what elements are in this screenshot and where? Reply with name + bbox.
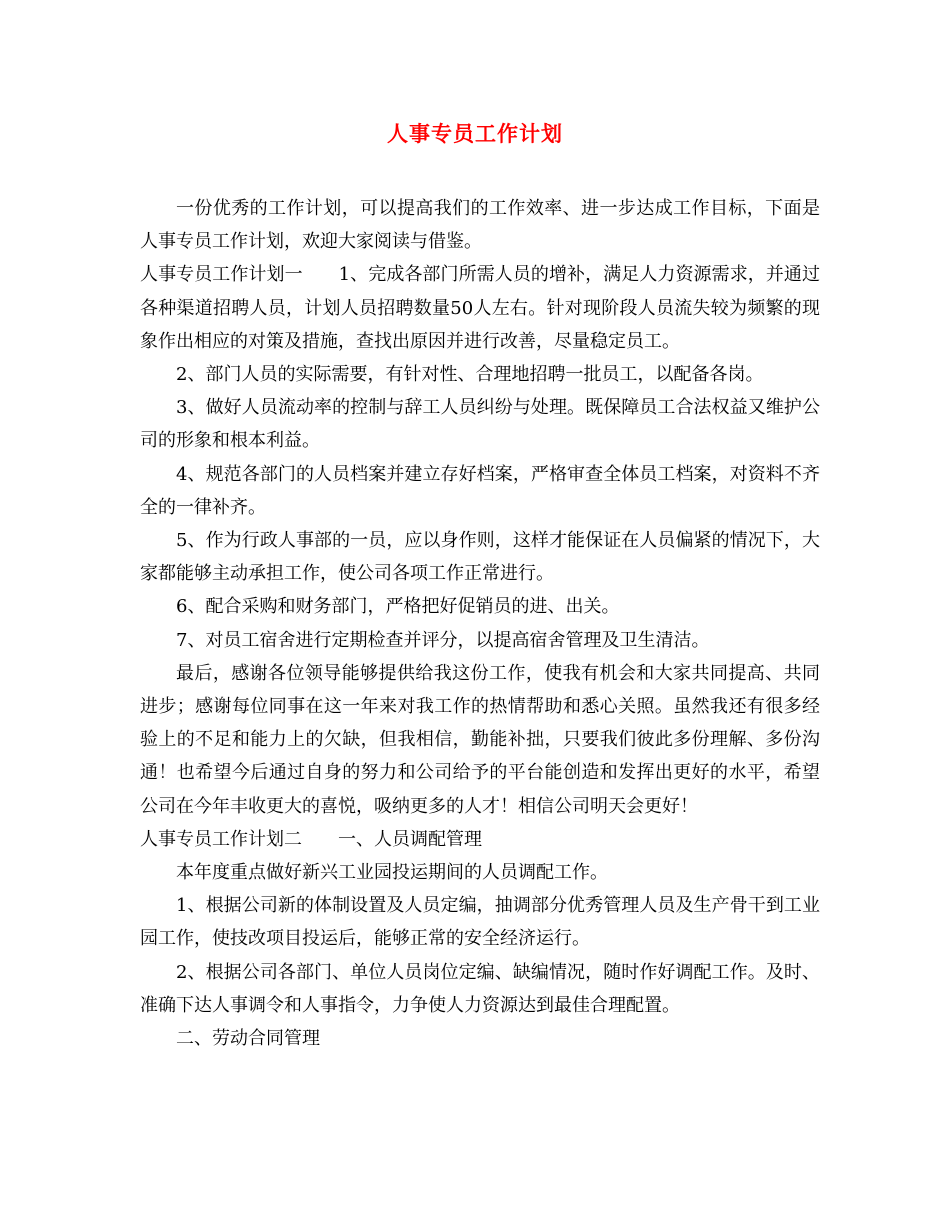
plan-two-section-heading: 二、劳动合同管理 (176, 1028, 320, 1050)
plan-one-heading: 人事专员工作计划一 (140, 264, 303, 286)
plan-two-item: 1、根据公司新的体制设置及人员定编，抽调部分优秀管理人员及生产骨干到工业园工作，使技改项目投运后，能够正常的安全经济运行。 (140, 895, 820, 950)
plan-one-first-item: 1、完成各部门所需人员的增补，满足人力资源需求，并通过各种渠道招聘人员，计划人员招聘数量50人左右。针对现阶段人员流失较为频繁的现象作出相应的对策及措施，查找出原因并进行改善，尽量稳定员工。 (140, 264, 820, 352)
plan-one-item: 4、规范各部门的人员档案并建立存好档案，严格审查全体员工档案，对资料不齐全的一律补齐。 (140, 463, 820, 518)
document-body (140, 192, 820, 1055)
plan-one-item: 3、做好人员流动率的控制与辞工人员纠纷与处理。既保障员工合法权益又维护公司的形象和根本利益。 (140, 397, 820, 452)
plan-two-item: 2、根据公司各部门、单位人员岗位定编、缺编情况，随时作好调配工作。及时、准确下达人事调令和人事指令，力争使人力资源达到最佳合理配置。 (140, 961, 820, 1016)
plan-one-item: 7、对员工宿舍进行定期检查并评分，以提高宿舍管理及卫生清洁。 (176, 629, 710, 651)
document-title: 人事专员工作计划 (387, 121, 563, 146)
plan-two-paragraph (140, 823, 820, 856)
plan-one-closing: 最后，感谢各位领导能够提供给我这份工作，使我有机会和大家共同提高、共同进步；感谢每位同事在这一年来对我工作的热情帮助和悉心关照。虽然我还有很多经验上的不足和能力上的欠缺，但我相信，勤能补拙，只要我们彼此多份理解、多份沟通！也希望今后通过自身的努力和公司给予的平台能创造和发挥出更好的水平，希望公司在今年丰收更大的喜悦，吸纳更多的人才！相信公司明天会更好！ (140, 662, 820, 817)
plan-two-item: 本年度重点做好新兴工业园投运期间的人员调配工作。 (176, 862, 608, 884)
plan-two-heading: 人事专员工作计划二 (140, 828, 302, 850)
plan-one-item: 5、作为行政人事部的一员，应以身作则，这样才能保证在人员偏紧的情况下，大家都能够主动承担工作，使公司各项工作正常进行。 (140, 530, 820, 585)
intro-paragraph: 一份优秀的工作计划，可以提高我们的工作效率、进一步达成工作目标，下面是人事专员工作计划，欢迎大家阅读与借鉴。 (140, 198, 820, 253)
plan-one-paragraph (140, 258, 820, 358)
plan-one-item: 2、部门人员的实际需要，有针对性、合理地招聘一批员工，以配备各岗。 (176, 364, 764, 386)
plan-one-item: 6、配合采购和财务部门，严格把好促销员的进、出关。 (176, 596, 620, 618)
plan-two-first-item: 一、人员调配管理 (338, 828, 482, 850)
